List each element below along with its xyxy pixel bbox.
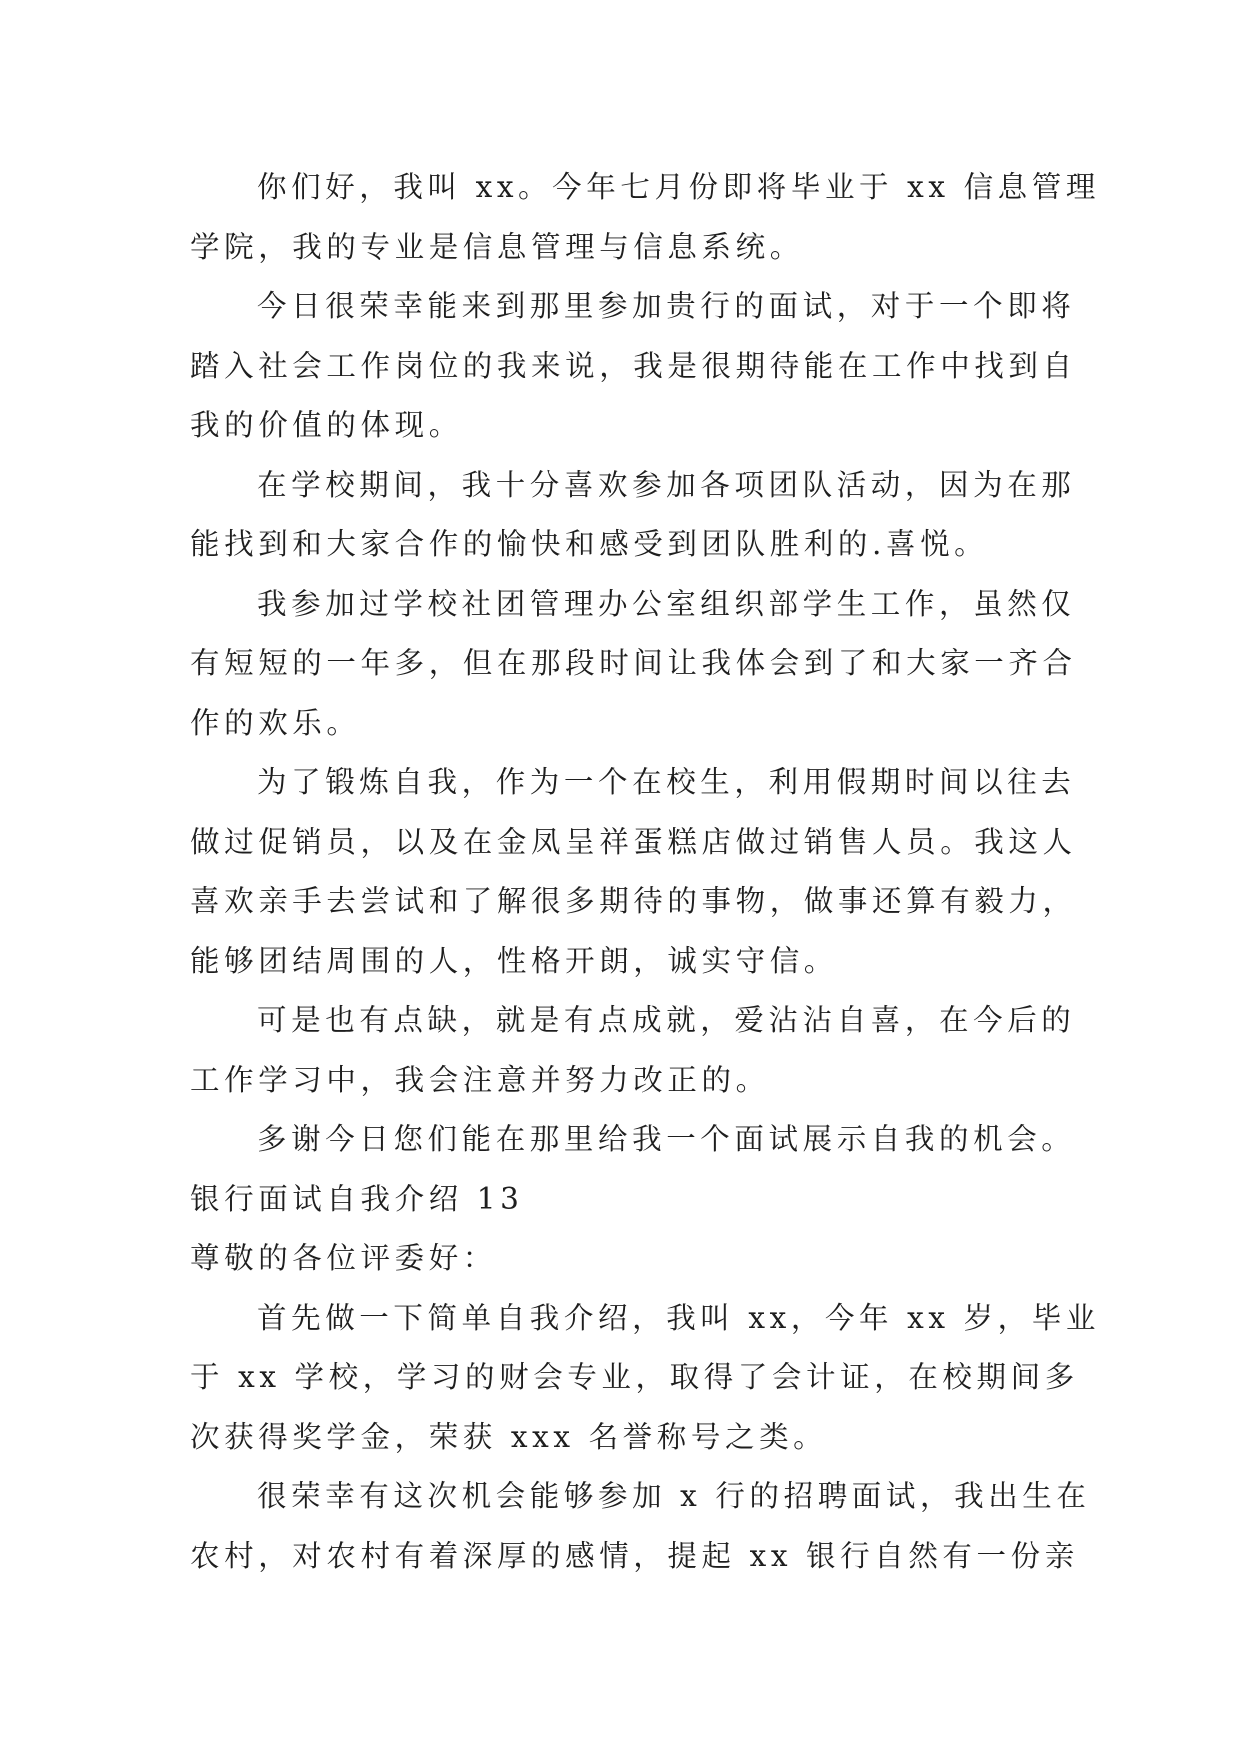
- paragraph-line: 次获得奖学金，荣获 xxx 名誉称号之类。: [190, 1419, 828, 1454]
- paragraph-line: 今日很荣幸能来到那里参加贵行的面试，对于一个即将: [257, 289, 1076, 323]
- paragraph-line: 有短短的一年多，但在那段时间让我体会到了和大家一齐合: [190, 646, 1077, 680]
- paragraph-line: 喜欢亲手去尝试和了解很多期待的事物，做事还算有毅力，: [190, 884, 1077, 918]
- document-page: [190, 158, 1100, 1586]
- paragraph-line: 我的价值的体现。: [190, 408, 463, 442]
- paragraph-line: 能找到和大家合作的愉快和感受到团队胜利的.喜悦。: [190, 527, 989, 561]
- salutation: 尊敬的各位评委好：: [190, 1241, 497, 1275]
- paragraph-line: 学院，我的专业是信息管理与信息系统。: [190, 229, 804, 264]
- paragraph-line: 作的欢乐。: [190, 705, 361, 740]
- paragraph-line: 首先做一下简单自我介绍，我叫 xx，今年 xx 岁，毕业: [257, 1300, 1100, 1335]
- paragraph-line: 在学校期间，我十分喜欢参加各项团队活动，因为在那: [257, 467, 1076, 502]
- paragraph-line: 踏入社会工作岗位的我来说，我是很期待能在工作中找到自: [190, 348, 1077, 383]
- paragraph-line: 为了锻炼自我，作为一个在校生，利用假期时间以往去: [257, 765, 1076, 799]
- section-heading: 银行面试自我介绍 13: [190, 1181, 524, 1216]
- paragraph-line: 于 xx 学校，学习的财会专业，取得了会计证，在校期间多: [190, 1360, 1079, 1394]
- paragraph-line: 农村，对农村有着深厚的感情，提起 xx 银行自然有一份亲: [190, 1538, 1079, 1573]
- paragraph-line: 做过促销员，以及在金凤呈祥蛋糕店做过销售人员。我这人: [190, 824, 1077, 859]
- paragraph-line: 多谢今日您们能在那里给我一个面试展示自我的机会。: [257, 1122, 1076, 1156]
- paragraph-line: 能够团结周围的人，性格开朗，诚实守信。: [190, 943, 838, 978]
- paragraph-line: 很荣幸有这次机会能够参加 x 行的招聘面试，我出生在: [257, 1479, 1091, 1513]
- paragraph-line: 你们好，我叫 xx。今年七月份即将毕业于 xx 信息管理: [257, 170, 1100, 204]
- paragraph-line: 我参加过学校社团管理办公室组织部学生工作，虽然仅: [257, 586, 1076, 621]
- paragraph-line: 工作学习中，我会注意并努力改正的。: [190, 1062, 770, 1097]
- paragraph-line: 可是也有点缺，就是有点成就，爱沾沾自喜，在今后的: [257, 1003, 1076, 1037]
